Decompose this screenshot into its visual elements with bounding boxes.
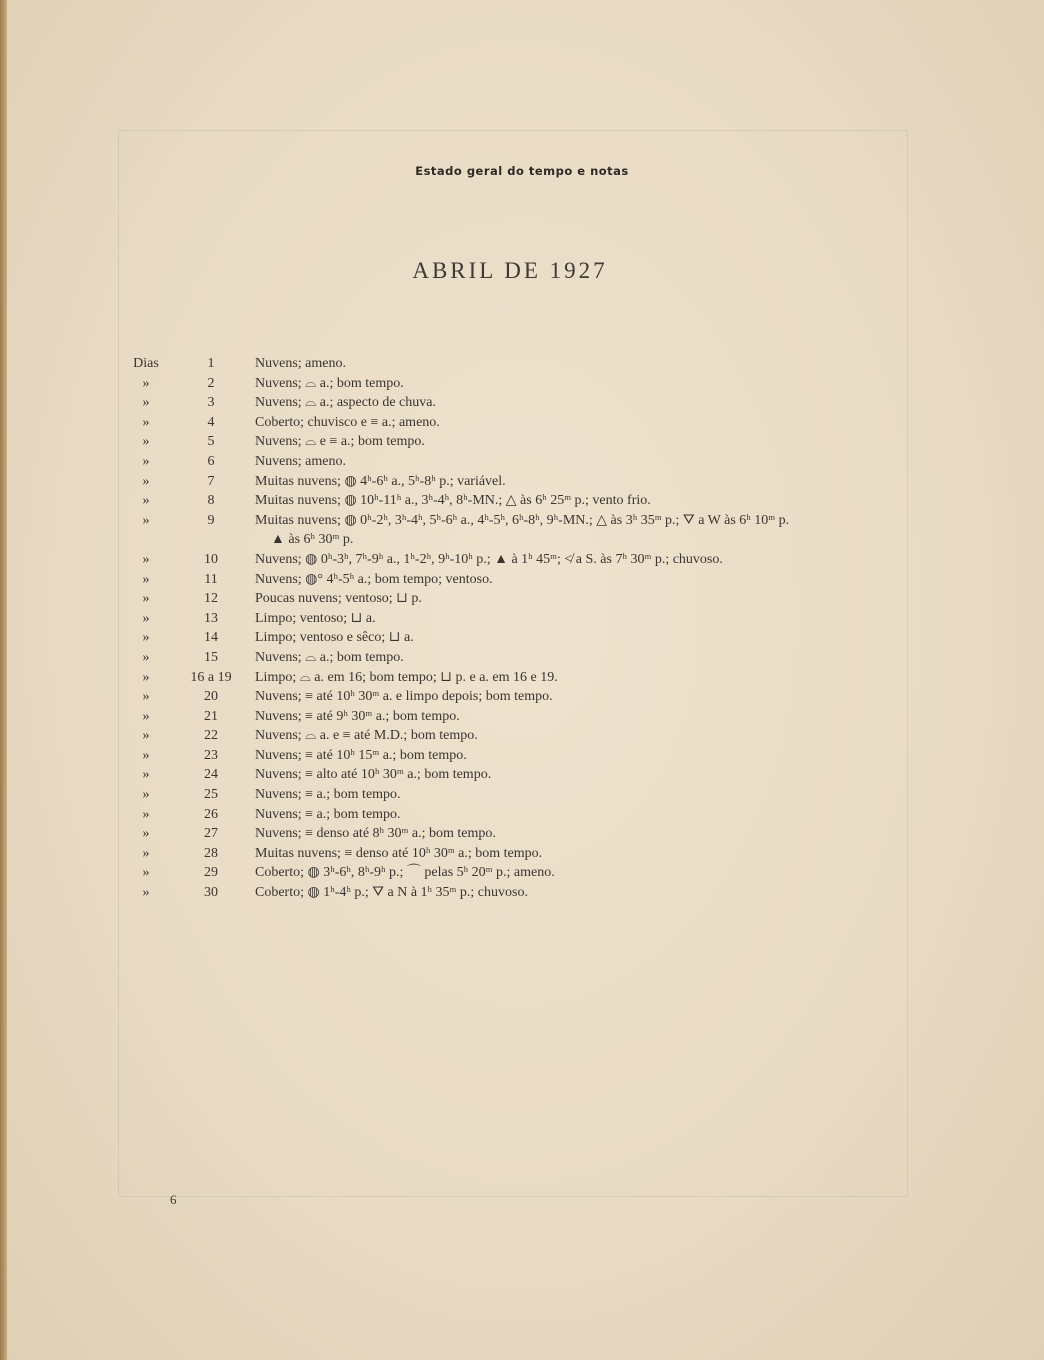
entry-label: » [142,669,150,685]
entry-day: 20 [204,689,218,705]
entry-label: » [142,512,150,528]
entry-label: » [142,845,150,861]
entry-day: 15 [204,649,218,665]
entry-row [110,570,910,590]
entry-day: 5 [207,434,215,450]
entry-label: » [142,453,150,469]
entry-row [110,491,910,511]
entry-label: » [142,787,150,803]
entry-day: 27 [204,826,218,842]
entry-day: 10 [204,551,218,567]
entry-row [110,432,910,452]
entry-text: Muitas nuvens; ◍ 10ʰ-11ʰ a., 3ʰ-4ʰ, 8ʰ-MN.; △ às 6ʰ 25ᵐ p.; vento frio. [255,493,651,509]
entry-text: Nuvens; ◍ 0ʰ-3ʰ, 7ʰ-9ʰ a., 1ʰ-2ʰ, 9ʰ-10ʰ p.; ▲ à 1ʰ 45ᵐ; ≮ a S. às 7ʰ 30ᵐ p.; chuvoso. [255,551,723,567]
entry-text: Nuvens; ≡ a.; bom tempo. [255,787,401,803]
entry-label: » [142,473,150,489]
entry-day: 9 [207,512,215,528]
entry-text: Limpo; ventoso e sêco; ⊔ a. [255,630,414,646]
entry-text: Limpo; ⌓ a. em 16; bom tempo; ⊔ p. e a. em 16 e 19. [255,669,558,685]
entry-label: » [142,591,150,607]
entry-row [110,805,910,825]
entry-label: » [142,551,150,567]
entry-row [110,550,910,570]
entry-label: » [142,395,150,411]
entry-text: Nuvens; ≡ até 10ʰ 15ᵐ a.; bom tempo. [255,747,467,763]
entry-text: Nuvens; ≡ alto até 10ʰ 30ᵐ a.; bom tempo. [255,767,492,783]
entry-day: 6 [207,453,215,469]
entry-day: 25 [204,787,218,803]
entry-day: 11 [204,571,218,587]
entry-day: 2 [207,375,215,391]
entry-day: 30 [204,885,218,901]
entry-row [110,746,910,766]
entry-label: » [142,747,150,763]
entry-text: Nuvens; ameno. [255,453,346,469]
entry-label: » [142,434,150,450]
book-binding-edge [0,0,7,1360]
entry-row [110,452,910,472]
entry-label: Dias [133,356,159,371]
entry-label: » [142,885,150,901]
entry-row [110,648,910,668]
entry-day: 23 [204,747,218,763]
entry-label: » [142,826,150,842]
entry-text: Nuvens; ≡ até 9ʰ 30ᵐ a.; bom tempo. [255,708,460,724]
entry-day: 13 [204,610,218,626]
entry-text: Nuvens; ◍° 4ʰ-5ʰ a.; bom tempo; ventoso. [255,571,493,587]
entry-text: Nuvens; ⌓ a.; aspecto de chuva. [255,395,436,411]
entry-day: 3 [207,395,215,411]
entry-label: » [142,375,150,391]
entry-row [110,863,910,883]
page-header: Estado geral do tempo e notas [415,164,629,178]
page-number: 6 [170,1192,177,1207]
entry-text: Muitas nuvens; ◍ 4ʰ-6ʰ a., 5ʰ-8ʰ p.; variável. [255,473,506,489]
entry-text: Limpo; ventoso; ⊔ a. [255,610,376,626]
entry-row [110,668,910,688]
entry-row [110,824,910,844]
entry-day: 29 [204,865,218,881]
entry-row [110,609,910,629]
entry-row [110,785,910,805]
entry-label: » [142,610,150,626]
entry-day: 12 [204,591,218,607]
entry-row [110,374,910,394]
entry-day: 16 a 19 [190,669,232,685]
entry-label: » [142,571,150,587]
entry-day: 1 [207,356,215,371]
entry-text: Coberto; chuvisco e ≡ a.; ameno. [255,414,440,430]
entry-text: Nuvens; ⌓ a. e ≡ até M.D.; bom tempo. [255,728,478,744]
entry-row [110,413,910,433]
entry-day: 28 [204,845,218,861]
entry-text: Nuvens; ameno. [255,356,346,371]
entry-text: Coberto; ◍ 1ʰ-4ʰ p.; ⛛ a N à 1ʰ 35ᵐ p.; chuvoso. [255,885,528,901]
entry-label: » [142,689,150,705]
entry-row [110,707,910,727]
entry-row [110,472,910,492]
entry-text: Nuvens; ≡ denso até 8ʰ 30ᵐ a.; bom tempo. [255,826,496,842]
entry-text-continuation: ▲ às 6ʰ 30ᵐ p. [271,532,354,548]
entry-day: 26 [204,806,218,822]
entry-day: 14 [204,630,218,646]
entry-text: Nuvens; ≡ a.; bom tempo. [255,806,401,822]
entry-label: » [142,649,150,665]
entry-text: Muitas nuvens; ◍ 0ʰ-2ʰ, 3ʰ-4ʰ, 5ʰ-6ʰ a., 4ʰ-5ʰ, 6ʰ-8ʰ, 9ʰ-MN.; △ às 3ʰ 35ᵐ p.; ⛛ a W às 6ʰ 10ᵐ p. [255,512,790,528]
entry-row [110,628,910,648]
entry-row [110,687,910,707]
entry-row [110,883,910,903]
entry-label: » [142,806,150,822]
entry-label: » [142,865,150,881]
entry-text-block [240,511,910,550]
entry-day: 24 [204,767,218,783]
entry-label: » [142,630,150,646]
entry-row [110,765,910,785]
entry-text: Poucas nuvens; ventoso; ⊔ p. [255,591,422,607]
entry-row [110,393,910,413]
entry-text: Nuvens; ⌓ a.; bom tempo. [255,649,404,665]
weather-entries-list [110,354,910,903]
entry-text: Coberto; ◍ 3ʰ-6ʰ, 8ʰ-9ʰ p.; ⌒ pelas 5ʰ 20ᵐ p.; ameno. [255,865,555,881]
entry-day: 22 [204,728,218,744]
entry-day: 21 [204,708,218,724]
entry-label: » [142,767,150,783]
entry-row [110,589,910,609]
entry-label: » [142,414,150,430]
entry-day: 4 [207,414,215,430]
entry-row [110,844,910,864]
page-title: ABRIL DE 1927 [412,258,608,283]
entry-text: Muitas nuvens; ≡ denso até 10ʰ 30ᵐ a.; bom tempo. [255,845,543,861]
entry-label: » [142,728,150,744]
entry-day: 7 [207,473,215,489]
entry-text: Nuvens; ≡ até 10ʰ 30ᵐ a. e limpo depois; bom tempo. [255,689,553,705]
entry-text: Nuvens; ⌓ e ≡ a.; bom tempo. [255,434,425,450]
entry-row [110,726,910,746]
entry-day: 8 [207,493,215,509]
entry-row [110,354,910,374]
entry-label: » [142,493,150,509]
entry-text: Nuvens; ⌓ a.; bom tempo. [255,375,404,391]
entry-label: » [142,708,150,724]
entry-row [110,511,910,550]
